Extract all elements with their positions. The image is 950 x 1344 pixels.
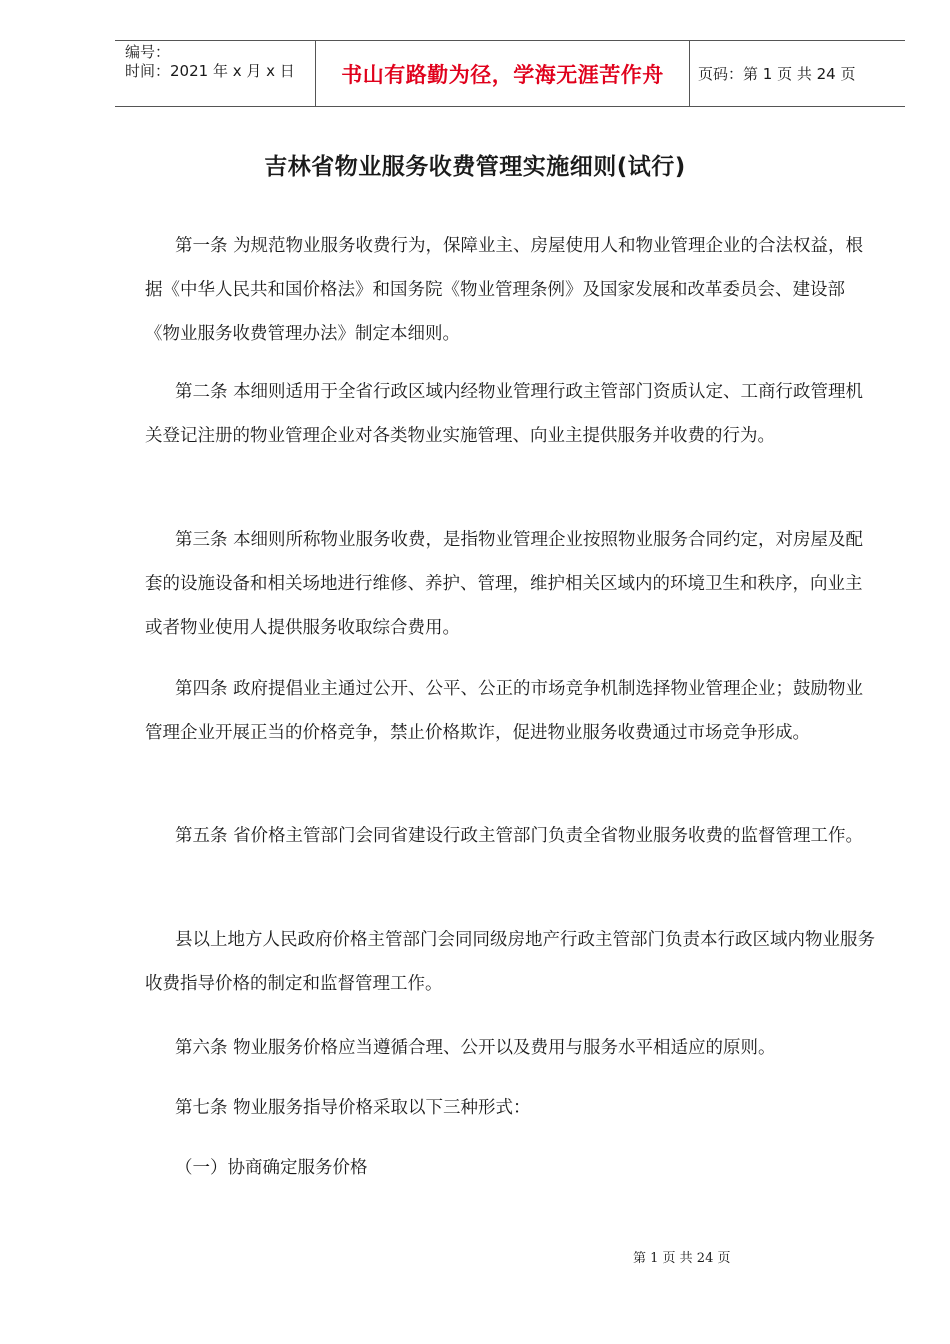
header-page-info <box>690 41 905 106</box>
paragraph-article-7: 第七条 物业服务指导价格采取以下三种形式： <box>175 1098 531 1118</box>
paragraph-article-5-cont: 县以上地方人民政府价格主管部门会同同级房地产行政主管部门负责本行政区域内物业服务收费指导价格的制定和监督管理工作。 <box>145 930 875 994</box>
document-title: 吉林省物业服务收费管理实施细则(试行) <box>264 154 686 180</box>
header-meta <box>115 41 316 106</box>
motto-text: 书山有路勤为径，学海无涯苦作舟 <box>341 62 664 87</box>
header-motto-cell <box>316 41 690 106</box>
paragraph-article-6: 第六条 物业服务价格应当遵循合理、公开以及费用与服务水平相适应的原则。 <box>175 1038 776 1058</box>
paragraph-article-2: 第二条 本细则适用于全省行政区域内经物业管理行政主管部门资质认定、工商行政管理机关登记注册的物业管理企业对各类物业实施管理、向业主提供服务并收费的行为。 <box>145 382 864 446</box>
paragraph-article-4: 第四条 政府提倡业主通过公开、公平、公正的市场竞争机制选择物业管理企业；鼓励物业管理企业开展正当的价格竞争，禁止价格欺诈，促进物业服务收费通过市场竞争形成。 <box>145 679 864 743</box>
time-label: 时间：2021 年 x 月 x 日 <box>125 62 295 80</box>
paragraph-item-1: （一）协商确定服务价格 <box>175 1158 368 1178</box>
paragraph-article-5: 第五条 省价格主管部门会同省建设行政主管部门负责全省物业服务收费的监督管理工作。 <box>175 826 864 846</box>
paragraph-article-1: 第一条 为规范物业服务收费行为，保障业主、房屋使用人和物业管理企业的合法权益，根据《中华人民共和国价格法》和国务院《物业管理条例》及国家发展和改革委员会、建设部《物业服务收费管理办法》制定本细则。 <box>145 236 864 344</box>
paragraph-article-3: 第三条 本细则所称物业服务收费，是指物业管理企业按照物业服务合同约定，对房屋及配套的设施设备和相关场地进行维修、养护、管理，维护相关区域内的环境卫生和秩序，向业主或者物业使用人提供服务收取综合费用。 <box>145 530 864 638</box>
page-info-text: 页码：第 1 页 共 24 页 <box>698 65 856 83</box>
document-header <box>115 40 905 107</box>
page-footer: 第 1 页 共 24 页 <box>633 1251 731 1266</box>
number-label: 编号： <box>125 43 171 61</box>
